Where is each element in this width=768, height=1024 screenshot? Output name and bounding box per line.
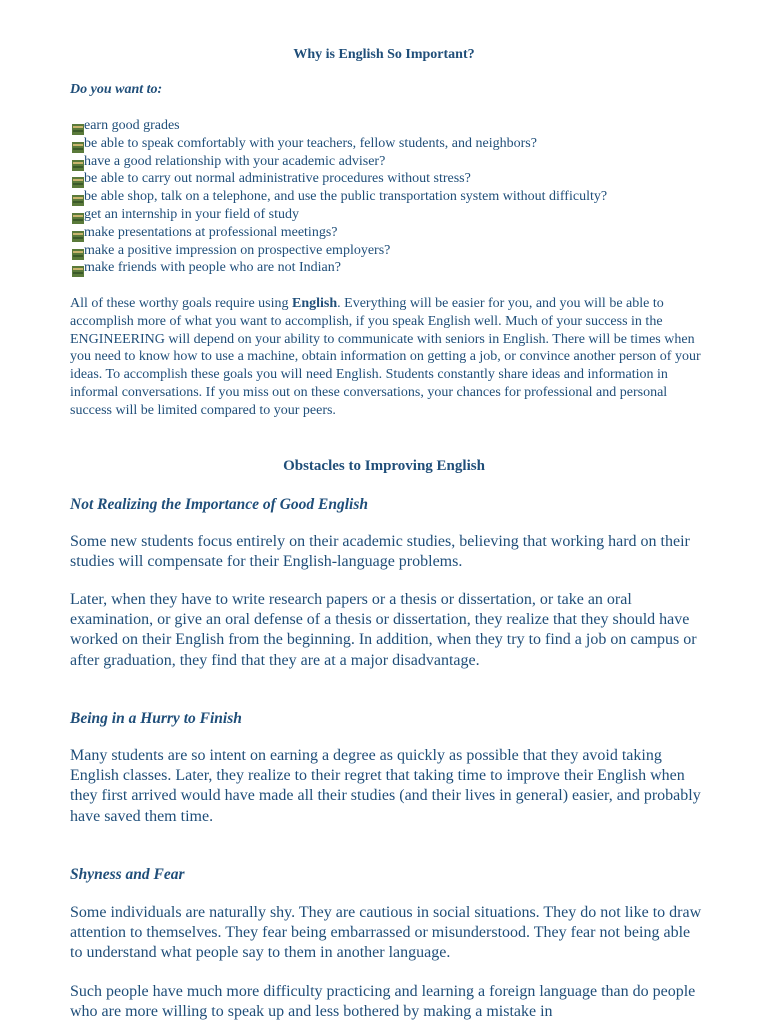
list-item: get an internship in your field of study — [70, 206, 607, 224]
obstacles-heading: Obstacles to Improving English — [283, 458, 485, 474]
section-paragraph: Such people have much more difficulty practicing and learning a foreign language than do people who are more willing to speak up and less bothered by making a mistake in — [70, 983, 696, 1021]
section-heading-importance: Not Realizing the Importance of Good English — [70, 496, 368, 513]
book-bullet-icon — [72, 231, 84, 242]
list-item: be able to carry out normal administrative procedures without stress? — [70, 170, 607, 188]
book-bullet-icon — [72, 177, 84, 188]
book-bullet-icon — [72, 249, 84, 260]
section-paragraph: Many students are so intent on earning a degree as quickly as possible that they avoid taking English classes. Later, they realize to their regret that taking time to improve their English when they first arrived would have made all their studies (and their lives in general) easier, and probably have saved them time. — [70, 747, 701, 825]
intro-question: Do you want to: — [70, 82, 163, 97]
english-emphasis: English — [292, 296, 338, 311]
document-title: Why is English So Important? — [293, 47, 475, 62]
list-item: make presentations at professional meetings? — [70, 224, 607, 242]
list-item: make friends with people who are not Indian? — [70, 259, 607, 277]
book-bullet-icon — [72, 266, 84, 277]
book-bullet-icon — [72, 213, 84, 224]
section-heading-hurry: Being in a Hurry to Finish — [70, 710, 242, 727]
book-bullet-icon — [72, 142, 84, 153]
book-bullet-icon — [72, 195, 84, 206]
section-paragraph: Later, when they have to write research papers or a thesis or dissertation, or take an oral examination, or give an oral defense of a thesis or dissertation, they realize that they should have worked on their English from the beginning. In addition, when they try to find a job on campus or after graduation, they find that they are at a major disadvantage. — [70, 591, 697, 669]
goals-list — [70, 117, 607, 277]
list-item: be able shop, talk on a telephone, and use the public transportation system without difficulty? — [70, 188, 607, 206]
section-heading-shyness: Shyness and Fear — [70, 866, 185, 883]
list-item: earn good grades — [70, 117, 607, 135]
book-bullet-icon — [72, 160, 84, 171]
list-item: make a positive impression on prospective employers? — [70, 242, 607, 260]
list-item: have a good relationship with your academic adviser? — [70, 153, 607, 171]
book-bullet-icon — [72, 124, 84, 135]
section-paragraph: Some individuals are naturally shy. They are cautious in social situations. They do not like to draw attention to themselves. They fear being embarrassed or misunderstood. They fear not being able to understand what people say to them in another language. — [70, 904, 702, 962]
goals-paragraph: All of these worthy goals require using English. Everything will be easier for you, and you will be able to accomplish more of what you want to accomplish, if you speak English well. Much of your success in the ENGINEERING will depend on your ability to communicate with seniors in English. There will be times when you need to know how to use a machine, obtain information on getting a job, or convince another person of your ideas. To accomplish these goals you will need English. Students constantly share ideas and information in informal conversations. If you miss out on these conversations, your chances for professional and personal success will be limited compared to your peers. — [70, 296, 701, 418]
list-item: be able to speak comfortably with your teachers, fellow students, and neighbors? — [70, 135, 607, 153]
section-paragraph: Some new students focus entirely on their academic studies, believing that working hard on their studies will compensate for their English-language problems. — [70, 533, 690, 571]
